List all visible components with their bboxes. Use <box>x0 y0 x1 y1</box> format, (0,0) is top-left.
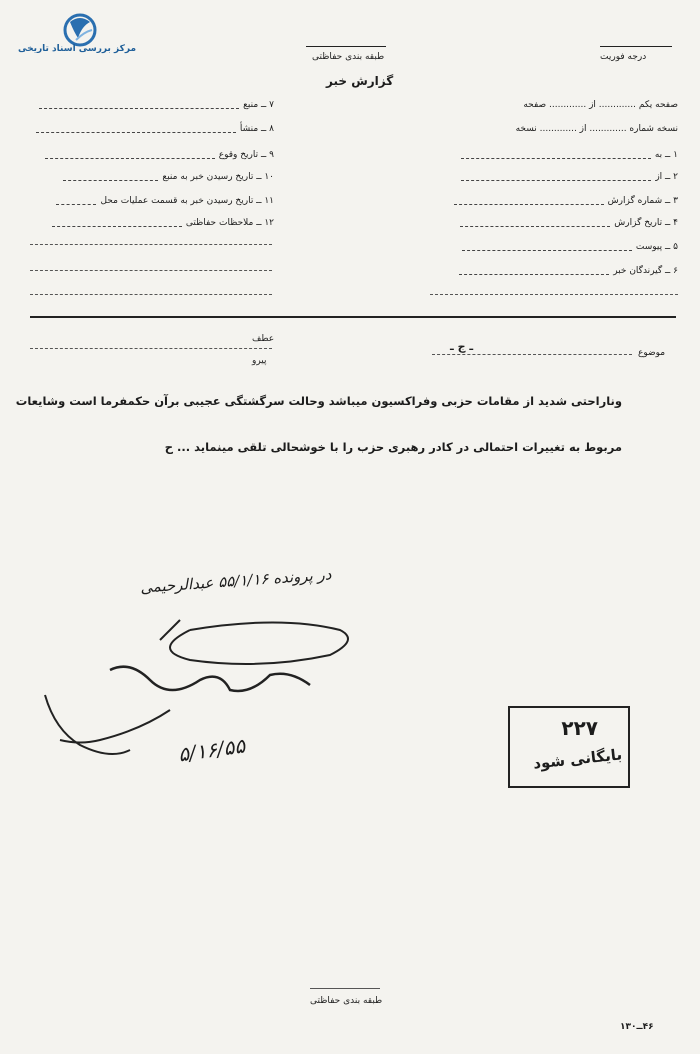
handwritten-date: ۵/۱۶/۵۵ <box>176 733 247 767</box>
field-report-date: ۴ ــ تاریخ گزارش <box>460 218 678 228</box>
page-title: گزارش خبر <box>326 74 394 88</box>
header-separator <box>30 316 676 318</box>
stamp-label: بایگانی شود <box>532 745 623 773</box>
field-occurrence-date: ۹ ــ تاریخ وقوع <box>45 150 274 160</box>
field-security-notes: ۱۲ ــ ملاحظات حفاظتی <box>52 218 274 228</box>
classification-top: طبقه بندی حفاظتی <box>312 52 385 62</box>
logo-text: مرکز بررسی اسناد تاریخی <box>18 44 137 54</box>
field-date-to-operations: ۱۱ ــ تاریخ رسیدن خبر به قسمت عملیات محل <box>56 196 274 206</box>
subject-label: موضوع <box>638 348 666 358</box>
field-attachment: ۵ ــ پیوست <box>462 242 678 252</box>
reference-atf: عطف <box>252 334 275 344</box>
classification-bottom: طبقه بندی حفاظتی <box>310 996 383 1006</box>
body-line-1: وناراحتی شدید از مقامات حزبی وفراکسیون میباشد وحالت سرگشتگی عجیبی برآن حکمفرما است وشایعات <box>15 394 622 408</box>
field-copy: نسخه شماره ............. از ............. نسخه <box>515 124 678 134</box>
field-source: ۷ ــ منبع <box>39 100 274 110</box>
field-date-to-source: ۱۰ ــ تاریخ رسیدن خبر به منبع <box>63 172 274 182</box>
archive-stamp <box>508 706 630 788</box>
body-line-2: مربوط به تغییرات احتمالی در کادر رهبری حزب را با خوشحالی تلقی مینماید ... ح <box>164 440 622 454</box>
subject-value: ـ ج ـ <box>450 340 474 353</box>
form-number: ۴۶ــ۱۳۰ <box>620 1022 654 1032</box>
field-recipients: ۶ ــ گیرندگان خبر <box>459 266 678 276</box>
degree-label: درجه فوریت <box>600 52 647 62</box>
field-origin: ۸ ــ منشأ <box>36 124 274 134</box>
field-page: صفحه یکم ............. از ............. صفحه <box>523 100 678 110</box>
field-report-number: ۳ ــ شماره گزارش <box>454 196 678 206</box>
field-from: ۲ ــ از <box>461 172 678 182</box>
reference-peyro: پیرو <box>252 356 267 366</box>
handwritten-note: در پرونده ۵۵/۱/۱۶ عبدالرحیمی <box>139 565 332 597</box>
stamp-number: ۲۲۷ <box>561 716 598 740</box>
field-to: ۱ ــ به <box>461 150 678 160</box>
